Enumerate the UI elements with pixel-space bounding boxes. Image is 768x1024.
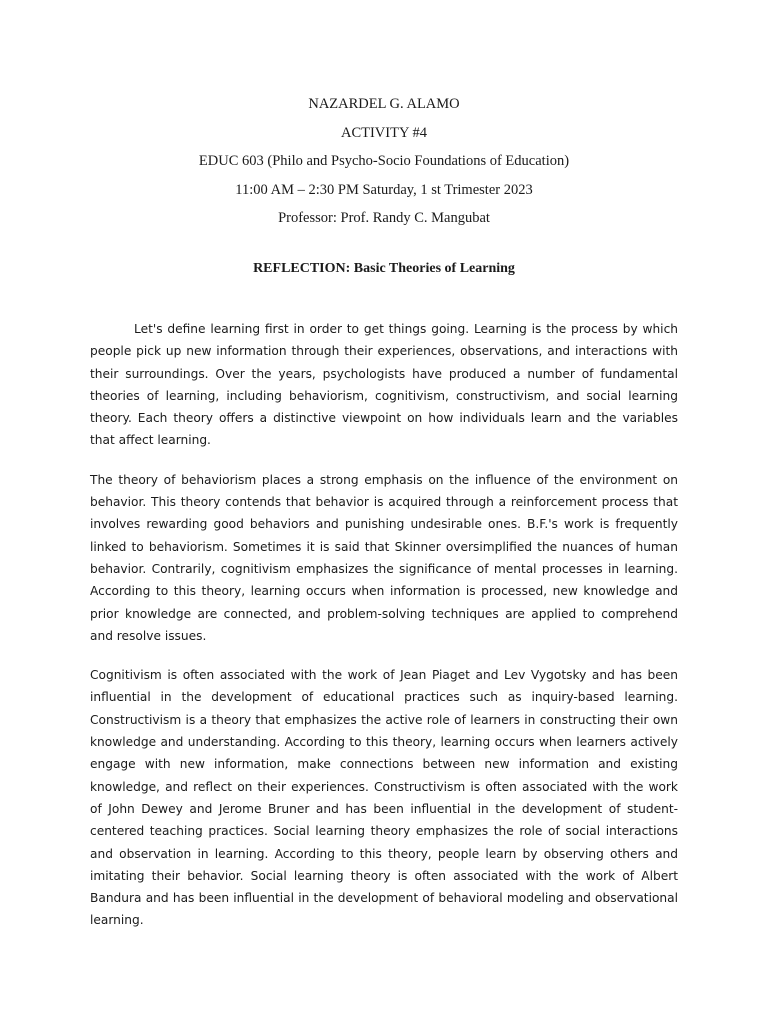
- paragraph-behaviorism: The theory of behaviorism places a strong emphasis on the influence of the environment on behavior. This theory contends that behavior is acquired through a reinforcement process that involves rewarding good behaviors and punishing undesirable ones. B.F.'s work is frequently linked to behaviorism. Sometimes it is said that Skinner oversimplified the nuances of human behavior. Contrarily, cognitivism emphasizes the significance of mental processes in learning. According to this theory, learning occurs when information is processed, new knowledge and prior knowledge are connected, and problem-solving techniques are applied to comprehend and resolve issues.: [90, 472, 678, 643]
- course-title: EDUC 603 (Philo and Psycho-Socio Foundations of Education): [198, 153, 570, 169]
- document-header: [0, 90, 768, 233]
- class-schedule: 11:00 AM – 2:30 PM Saturday, 1 st Trimester 2023: [235, 181, 533, 198]
- reflection-body: [90, 318, 678, 949]
- author-name: NAZARDEL G. ALAMO: [308, 96, 460, 112]
- paragraph-cognitivism: Cognitivism is often associated with the work of Jean Piaget and Lev Vygotsky and has been influential in the development of educational practices such as inquiry-based learning. Constructivism is a theory that emphasizes the active role of learners in constructing their own knowledge and understanding. According to this theory, learning occurs when learners actively engage with new information, make connections between new information and existing knowledge, and reflect on their experiences. Constructivism is often associated with the work of John Dewey and Jerome Bruner and has been influential in the development of student-centered teaching practices. Social learning theory emphasizes the role of social interactions and observation in learning. According to this theory, people learn by observing others and imitating their behavior. Social learning theory is often associated with the work of Albert Bandura and has been influential in the development of behavioral modeling and observational learning.: [90, 668, 678, 928]
- paragraph-intro: Let's define learning first in order to get things going. Learning is the process by which people pick up new information through their experiences, observations, and interactions with their surroundings. Over the years, psychologists have produced a number of fundamental theories of learning, including behaviorism, cognitivism, constructivism, and social learning theory. Each theory offers a distinctive viewpoint on how individuals learn and the variables that affect learning.: [90, 322, 678, 448]
- professor-name: Professor: Prof. Randy C. Mangubat: [278, 210, 490, 226]
- activity-number: ACTIVITY #4: [340, 124, 428, 141]
- reflection-title: REFLECTION: Basic Theories of Learning: [253, 261, 515, 276]
